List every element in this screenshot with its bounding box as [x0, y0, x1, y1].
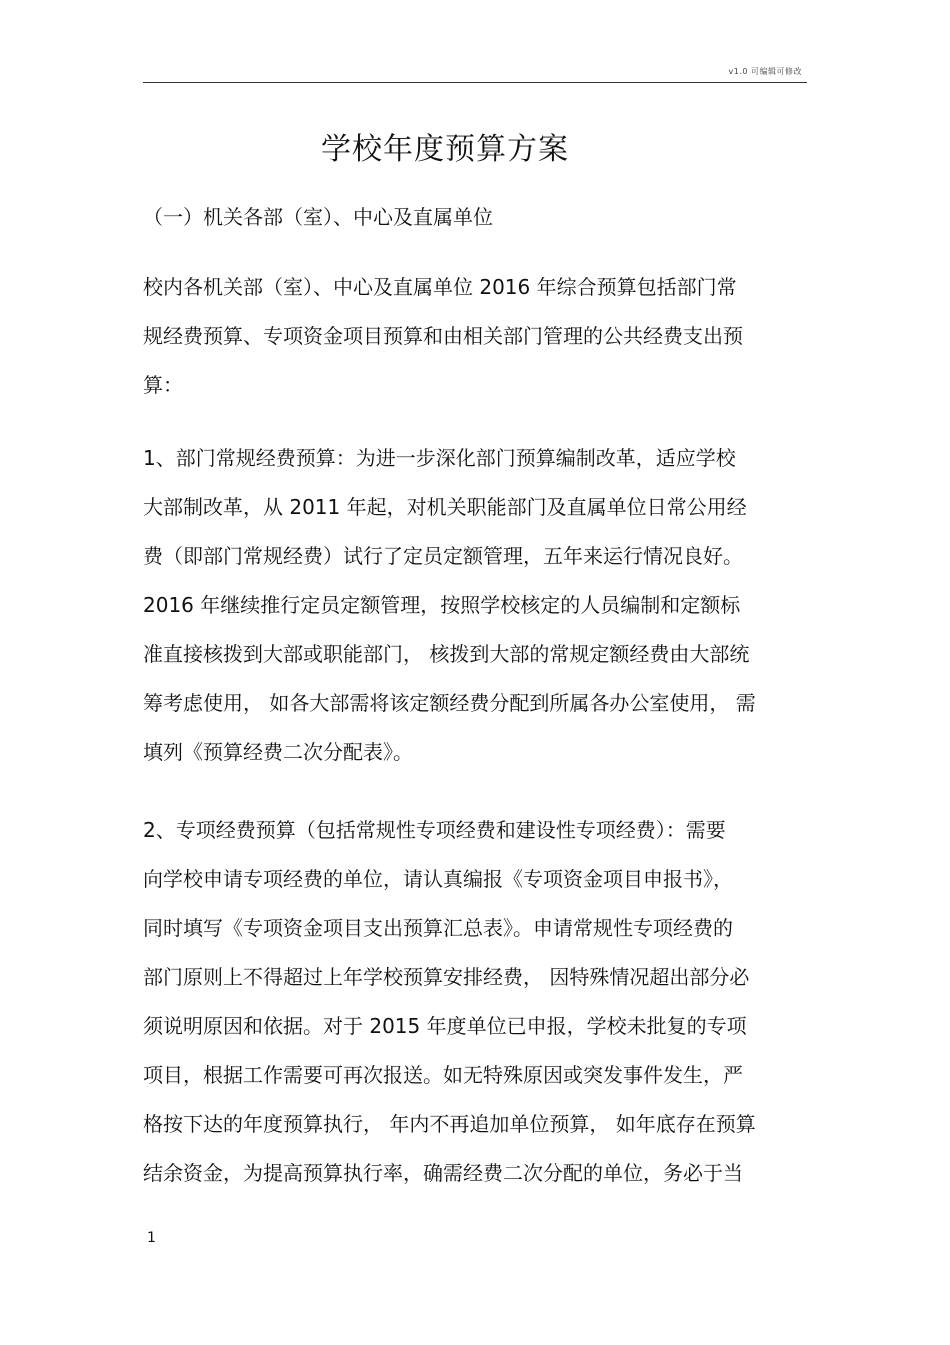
paragraph-line: 2、专项经费预算（包括常规性专项经费和建设性专项经费）：需要 [143, 818, 726, 842]
paragraph [143, 267, 807, 414]
paragraph-line: 结余资金，为提高预算执行率，确需经费二次分配的单位，务必于当 [143, 1161, 743, 1185]
paragraph-line: 筹考虑使用， 如各大部需将该定额经费分配到所属各办公室使用， 需 [143, 691, 756, 715]
paragraph-line: 校内各机关部（室）、中心及直属单位 2016 年综合预算包括部门常 [143, 275, 737, 299]
document-title: 学校年度预算方案 [321, 132, 569, 167]
page-number: 1 [147, 1230, 156, 1246]
paragraph-line: 部门原则上不得超过上年学校预算安排经费， 因特殊情况超出部分必 [143, 965, 750, 989]
paragraph-line: 项目，根据工作需要可再次报送。如无特殊原因或突发事件发生，严 [143, 1063, 743, 1087]
paragraph-line: 规经费预算、专项资金项目预算和由相关部门管理的公共经费支出预 [143, 324, 743, 348]
paragraph-line: 2016 年继续推行定员定额管理，按照学校核定的人员编制和定额标 [143, 593, 741, 617]
paragraph-line: 准直接核拨到大部或职能部门， 核拨到大部的常规定额经费由大部统 [143, 642, 750, 666]
paragraph-line: 费（即部门常规经费）试行了定员定额管理，五年来运行情况良好。 [143, 544, 743, 568]
paragraph [143, 810, 807, 1202]
paragraph-line: 格按下达的年度预算执行， 年内不再追加单位预算， 如年底存在预算 [143, 1112, 756, 1136]
section-heading: （一）机关各部（室）、中心及直属单位 [143, 205, 493, 229]
paragraph-line: 大部制改革，从 2011 年起，对机关职能部门及直属单位日常公用经 [143, 495, 747, 519]
paragraph-line: 向学校申请专项经费的单位，请认真编报《专项资金项目申报书》， [143, 867, 733, 891]
paragraph-line: 须说明原因和依据。对于 2015 年度单位已申报，学校未批复的专项 [143, 1014, 747, 1038]
paragraph-line: 同时填写《专项资金项目支出预算汇总表》。申请常规性专项经费的 [143, 916, 733, 940]
paragraph-line: 1、部门常规经费预算：为进一步深化部门预算编制改革，适应学校 [143, 446, 736, 470]
paragraph-line: 算： [143, 373, 183, 397]
paragraph [143, 438, 807, 781]
header-rule [143, 82, 807, 83]
header-note: v1.0 可编辑可修改 [728, 67, 802, 76]
paragraph-line: 填列《预算经费二次分配表》。 [143, 740, 413, 764]
